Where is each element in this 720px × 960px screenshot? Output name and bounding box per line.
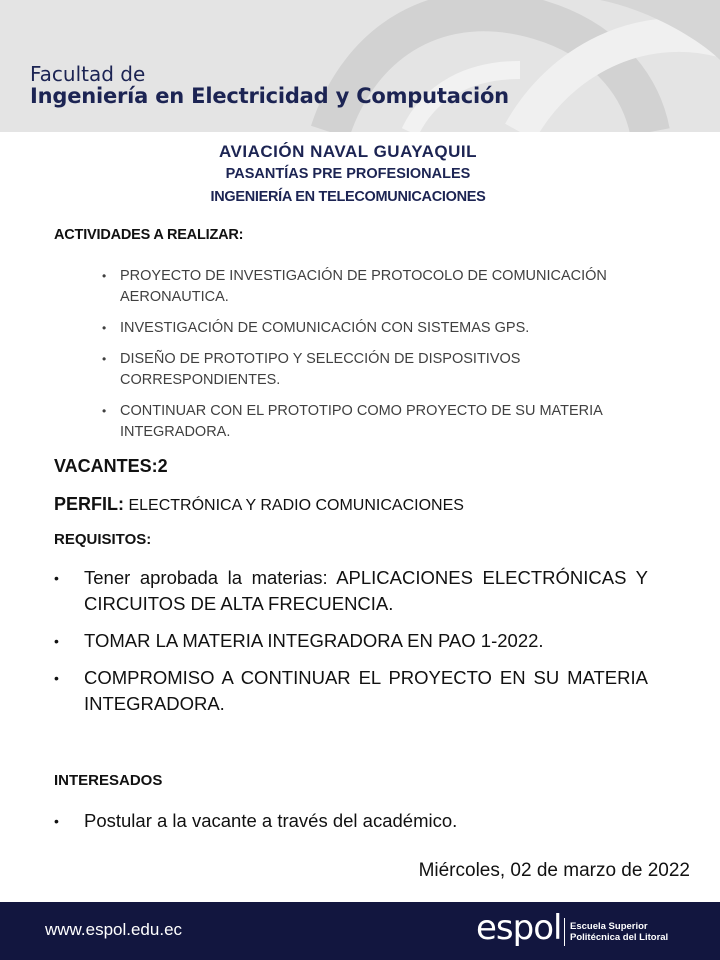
list-item: • TOMAR LA MATERIA INTEGRADORA EN PAO 1-2022.	[54, 628, 648, 654]
bullet-icon: •	[102, 321, 107, 335]
list-item: • CONTINUAR CON EL PROTOTIPO COMO PROYECTO DE SU MATERIA INTEGRADORA.	[102, 403, 603, 440]
publication-date: Miércoles, 02 de marzo de 2022	[418, 860, 690, 881]
career-title: INGENIERÍA EN TELECOMUNICACIONES	[210, 189, 486, 205]
interested-list	[54, 808, 654, 834]
requirements-heading: REQUISITOS:	[54, 531, 152, 548]
bullet-icon: •	[54, 670, 59, 686]
bullet-icon: •	[54, 570, 59, 586]
list-item: • DISEÑO DE PROTOTIPO Y SELECCIÓN DE DISPOSITIVOS CORRESPONDIENTES.	[102, 351, 521, 388]
interested-heading: INTERESADOS	[54, 772, 163, 789]
espol-logo	[476, 908, 686, 952]
logo-divider	[564, 918, 565, 946]
list-item: • INVESTIGACIÓN DE COMUNICACIÓN CON SISTEMAS GPS.	[100, 318, 620, 339]
profile-label: PERFIL:	[54, 494, 124, 514]
list-item: • Postular a la vacante a través del académico.	[54, 808, 654, 834]
company-title: AVIACIÓN NAVAL GUAYAQUIL	[219, 142, 477, 161]
faculty-name-line2: Ingeniería en Electricidad y Computación	[30, 84, 509, 108]
bullet-icon: •	[102, 352, 107, 366]
website-link[interactable]: www.espol.edu.ec	[45, 920, 183, 939]
faculty-name-line1: Facultad de	[30, 62, 146, 86]
faculty-header	[0, 0, 720, 132]
logo-text-line2: Politécnica del Litoral	[570, 932, 669, 943]
profile-value: ELECTRÓNICA Y RADIO COMUNICACIONES	[124, 497, 464, 514]
activities-heading: ACTIVIDADES A REALIZAR:	[54, 227, 244, 243]
requirements-list	[54, 565, 648, 728]
bullet-icon: •	[102, 404, 107, 418]
bullet-icon: •	[102, 269, 107, 283]
bullet-icon: •	[54, 813, 59, 829]
footer-bar	[0, 902, 720, 960]
program-title: PASANTÍAS PRE PROFESIONALES	[225, 166, 471, 182]
list-item: • Tener aprobada la materias: APLICACIONES ELECTRÓNICAS Y CIRCUITOS DE ALTA FRECUENCIA.	[54, 567, 648, 614]
activities-list	[100, 266, 620, 453]
bullet-icon: •	[54, 633, 59, 649]
logo-text-line1: Escuela Superior	[570, 921, 648, 932]
logo-wordmark: espol	[476, 908, 562, 948]
vacancies-count: VACANTES:2	[54, 456, 168, 476]
list-item: • COMPROMISO A CONTINUAR EL PROYECTO EN SU MATERIA INTEGRADORA.	[54, 667, 648, 714]
profile-line	[54, 494, 464, 515]
list-item: • PROYECTO DE INVESTIGACIÓN DE PROTOCOLO DE COMUNICACIÓN AERONAUTICA.	[102, 268, 607, 305]
